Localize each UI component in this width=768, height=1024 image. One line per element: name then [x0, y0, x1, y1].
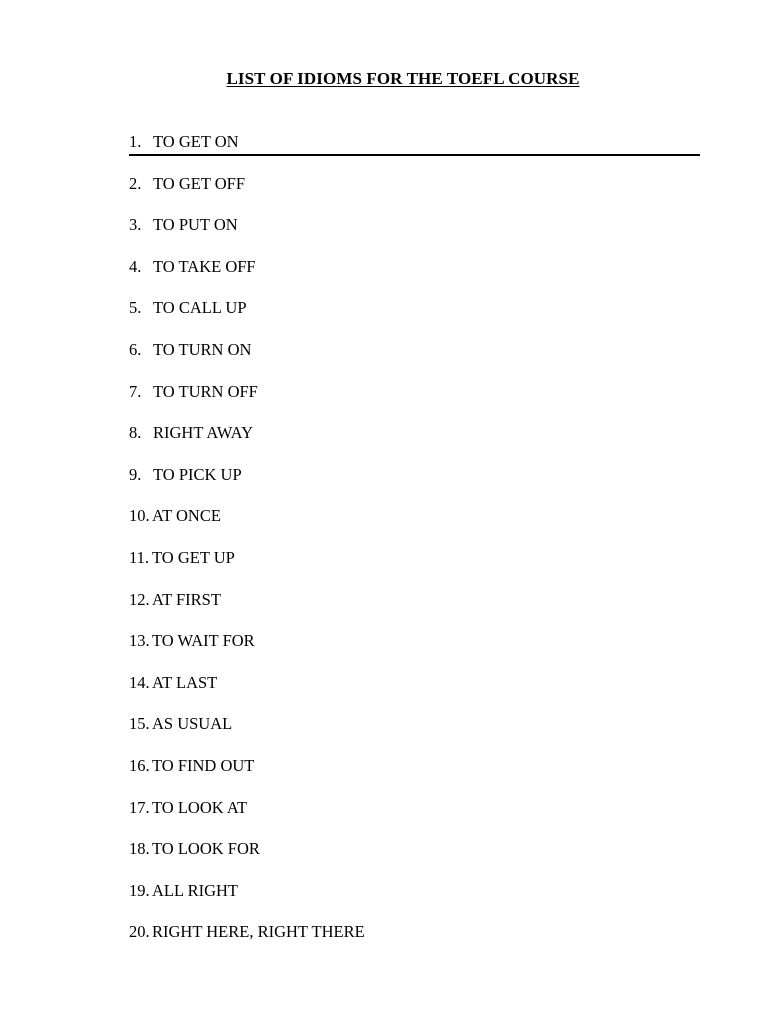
- list-item: [129, 547, 365, 589]
- item-number: 8.: [129, 423, 142, 443]
- item-number: 10.: [129, 506, 150, 526]
- item-number: 9.: [129, 464, 142, 484]
- list-item: [129, 505, 365, 547]
- item-text: TO PUT ON: [153, 215, 238, 235]
- list-item: [129, 464, 365, 506]
- item-number: 6.: [129, 339, 142, 359]
- item-number: 18.: [129, 839, 150, 859]
- item-number: 13.: [129, 631, 150, 651]
- list-item: [129, 131, 365, 173]
- idiom-list: [129, 131, 365, 963]
- item-text: TO TURN OFF: [153, 381, 258, 401]
- item-number: 19.: [129, 880, 150, 900]
- item-text: TO TURN ON: [153, 339, 252, 359]
- item-number: 14.: [129, 672, 150, 692]
- item-text: TO PICK UP: [153, 464, 242, 484]
- item-number: 5.: [129, 298, 142, 318]
- item-number: 16.: [129, 755, 150, 775]
- list-item: [129, 339, 365, 381]
- list-item: [129, 838, 365, 880]
- list-item: [129, 921, 365, 963]
- item-text: TO TAKE OFF: [153, 256, 256, 276]
- item-text: ALL RIGHT: [152, 880, 238, 900]
- list-item: [129, 256, 365, 298]
- item-text: TO LOOK FOR: [152, 839, 260, 859]
- item-text: TO LOOK AT: [152, 797, 248, 817]
- item-text: AS USUAL: [152, 714, 233, 734]
- item-text: TO WAIT FOR: [152, 631, 255, 651]
- item-text: TO GET OFF: [153, 173, 245, 193]
- list-item: [129, 381, 365, 423]
- item-text: RIGHT HERE, RIGHT THERE: [152, 922, 365, 942]
- item-number: 1.: [129, 132, 142, 151]
- item-text: TO GET UP: [152, 547, 235, 567]
- item-number: 4.: [129, 256, 142, 276]
- list-item: [129, 672, 365, 714]
- item-text: AT ONCE: [152, 506, 221, 526]
- item-number: 7.: [129, 381, 142, 401]
- item-number: 12.: [129, 589, 150, 609]
- list-item: [129, 713, 365, 755]
- list-item: [129, 297, 365, 339]
- list-item: [129, 214, 365, 256]
- item-text: TO FIND OUT: [152, 755, 255, 775]
- item-text: TO CALL UP: [153, 298, 247, 318]
- list-item: [129, 173, 365, 215]
- list-item: [129, 755, 365, 797]
- document-title: LIST OF IDIOMS FOR THE TOEFL COURSE: [226, 69, 580, 88]
- item-number: 11.: [129, 547, 150, 567]
- item-number: 17.: [129, 797, 150, 817]
- item-number: 15.: [129, 714, 150, 734]
- item-text: AT LAST: [152, 672, 218, 692]
- list-item: [129, 630, 365, 672]
- item-number: 2.: [129, 173, 142, 193]
- list-item: [129, 422, 365, 464]
- list-item: [129, 797, 365, 839]
- list-item: [129, 589, 365, 631]
- item-text: AT FIRST: [152, 589, 221, 609]
- item-number: 3.: [129, 215, 142, 235]
- item-number: 20.: [129, 922, 150, 942]
- list-item: [129, 880, 365, 922]
- item-text: RIGHT AWAY: [153, 423, 253, 443]
- item-text: TO GET ON: [153, 132, 239, 151]
